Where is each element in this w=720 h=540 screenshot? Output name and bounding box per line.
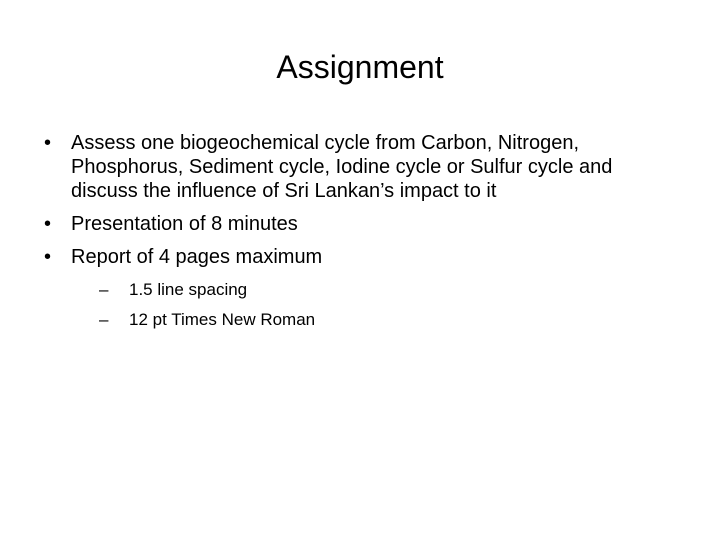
subbullet-text: 12 pt Times New Roman (129, 310, 316, 329)
bullet-icon: • (44, 246, 52, 268)
subbullet-item (71, 279, 684, 300)
subbullet-list (71, 279, 684, 330)
bullet-icon: • (44, 132, 52, 154)
bullet-text: Report of 4 pages maximum (71, 246, 323, 268)
bullet-icon: • (44, 213, 52, 235)
dash-icon: – (99, 280, 109, 299)
subbullet-text: 1.5 line spacing (129, 280, 248, 299)
slide-title: Assignment (276, 49, 444, 85)
bullet-list (44, 131, 684, 339)
dash-icon: – (99, 310, 109, 329)
bullet-text: Presentation of 8 minutes (71, 213, 298, 235)
subbullet-item (71, 309, 684, 330)
bullet-item (44, 131, 684, 203)
bullet-item (44, 245, 684, 330)
bullet-item (44, 212, 684, 236)
bullet-text: Assess one biogeochemical cycle from Carbon, Nitrogen, Phosphorus, Sediment cycle, Iodine cycle or Sulfur cycle and discuss the influence of Sri Lankan’s impact to it (71, 132, 613, 202)
